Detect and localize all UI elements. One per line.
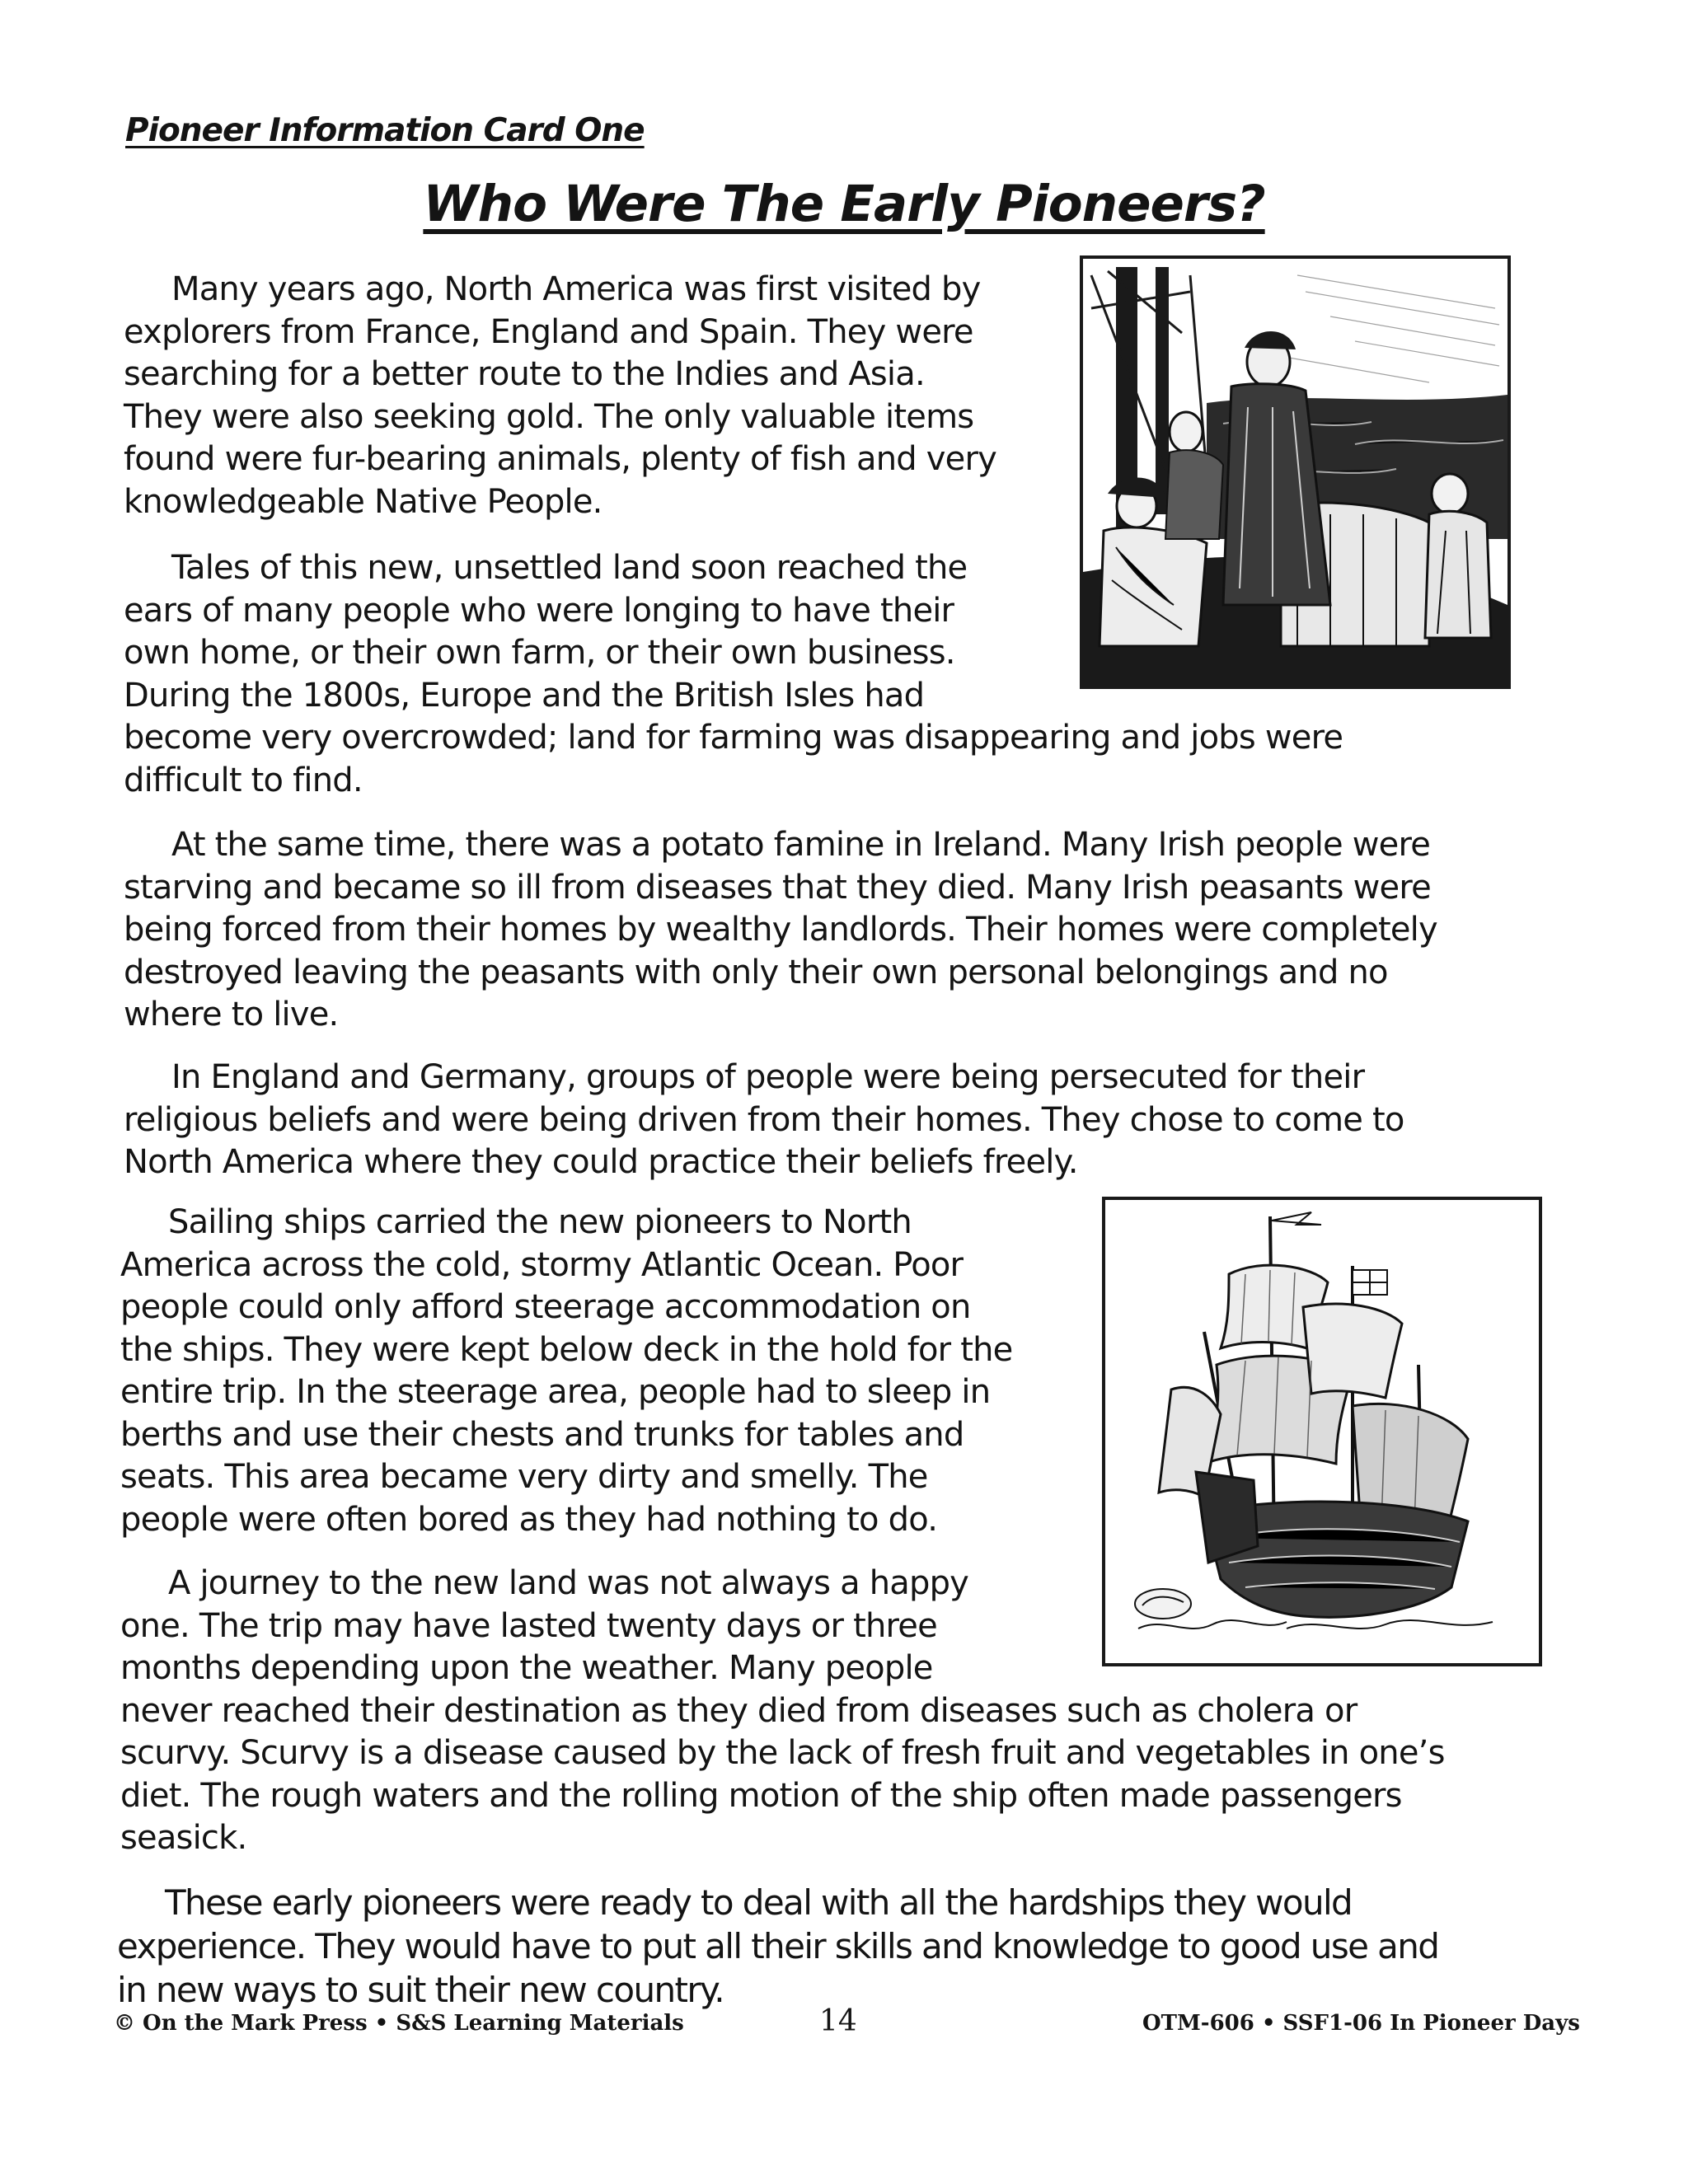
paragraph-line: They were also seeking gold. The only valuable items	[124, 397, 974, 436]
paragraph-line: experience. They would have to put all their skills and knowledge to good use and	[117, 1926, 1439, 1966]
paragraph-line: These early pioneers were ready to deal with all the hardships they would	[165, 1882, 1353, 1923]
paragraph-line: seats. This area became very dirty and smelly. The	[120, 1458, 928, 1496]
paragraph-line: people could only afford steerage accommodation on	[120, 1288, 971, 1326]
paragraph-line: scurvy. Scurvy is a disease caused by the lack of fresh fruit and vegetables in one’s	[120, 1734, 1445, 1772]
paragraph-1	[124, 269, 996, 523]
sailing-ship-illustration	[1102, 1197, 1542, 1666]
paragraph-line: In England and Germany, groups of people were being persecuted for their	[171, 1058, 1365, 1096]
paragraph-7	[117, 1881, 1438, 2012]
paragraph-line: At the same time, there was a potato famine in Ireland. Many Irish people were	[171, 826, 1431, 864]
explorers-drawing	[1083, 259, 1507, 686]
paragraph-line: ears of many people who were longing to have their	[124, 591, 954, 630]
paragraph-line: knowledgeable Native People.	[124, 482, 603, 521]
paragraph-line: own home, or their own farm, or their own business.	[124, 634, 955, 672]
paragraph-line: months depending upon the weather. Many people	[120, 1649, 933, 1687]
paragraph-line: destroyed leaving the peasants with only their own personal belongings and no	[124, 953, 1388, 991]
paragraph-line: seasick.	[120, 1819, 247, 1857]
paragraph-line: difficult to find.	[124, 761, 363, 799]
paragraph-4	[124, 1057, 1404, 1184]
paragraph-line: North America where they could practice their beliefs freely.	[124, 1143, 1078, 1181]
explorers-illustration	[1080, 255, 1511, 689]
paragraph-line: diet. The rough waters and the rolling motion of the ship often made passengers	[120, 1776, 1402, 1815]
paragraph-line: explorers from France, England and Spain. They were	[124, 312, 973, 351]
card-label: Pioneer Information Card One	[125, 112, 645, 149]
paragraph-line: Tales of this new, unsettled land soon reached the	[171, 549, 968, 587]
paragraph-line: religious beliefs and were being driven from their homes. They chose to come to	[124, 1100, 1404, 1139]
paragraph-line: where to live.	[124, 996, 339, 1033]
paragraph-line: in new ways to suit their new country.	[117, 1970, 724, 2010]
sailing-ship-drawing	[1105, 1200, 1539, 1663]
paragraph-line: never reached their destination as they died from diseases such as cholera or	[120, 1691, 1357, 1730]
paragraph-line: America across the cold, stormy Atlantic Ocean. Poor	[120, 1245, 964, 1284]
paragraph-line: searching for a better route to the Indies and Asia.	[124, 355, 925, 393]
paragraph-line: During the 1800s, Europe and the British Isles had	[124, 676, 925, 715]
paragraph-line: Sailing ships carried the new pioneers to North	[168, 1203, 912, 1241]
footer-product-code: OTM-606 • SSF1-06 In Pioneer Days	[1142, 2011, 1580, 2036]
paragraph-line: one. The trip may have lasted twenty days or three	[120, 1606, 937, 1645]
footer-publisher: © On the Mark Press • S&S Learning Materials	[114, 2011, 684, 2036]
paragraph-line: Many years ago, North America was first visited by	[171, 270, 981, 308]
paragraph-5	[120, 1202, 1013, 1541]
paragraph-line: entire trip. In the steerage area, people had to sleep in	[120, 1373, 991, 1411]
paragraph-line: people were often bored as they had nothing to do.	[120, 1500, 938, 1539]
paragraph-line: A journey to the new land was not always a happy	[168, 1564, 969, 1602]
paragraph-line: starving and became so ill from diseases that they died. Many Irish peasants were	[124, 868, 1431, 907]
paragraph-3	[124, 824, 1437, 1037]
paragraph-line: being forced from their homes by wealthy landlords. Their homes were completely	[124, 911, 1437, 949]
paragraph-line: become very overcrowded; land for farming was disappearing and jobs were	[124, 719, 1343, 757]
paragraph-line: the ships. They were kept below deck in the hold for the	[120, 1330, 1013, 1369]
page-number: 14	[819, 2004, 857, 2038]
page-title: Who Were The Early Pioneers?	[423, 175, 1265, 233]
paragraph-line: berths and use their chests and trunks for tables and	[120, 1415, 964, 1454]
paragraph-line: found were fur-bearing animals, plenty of fish and very	[124, 440, 996, 478]
